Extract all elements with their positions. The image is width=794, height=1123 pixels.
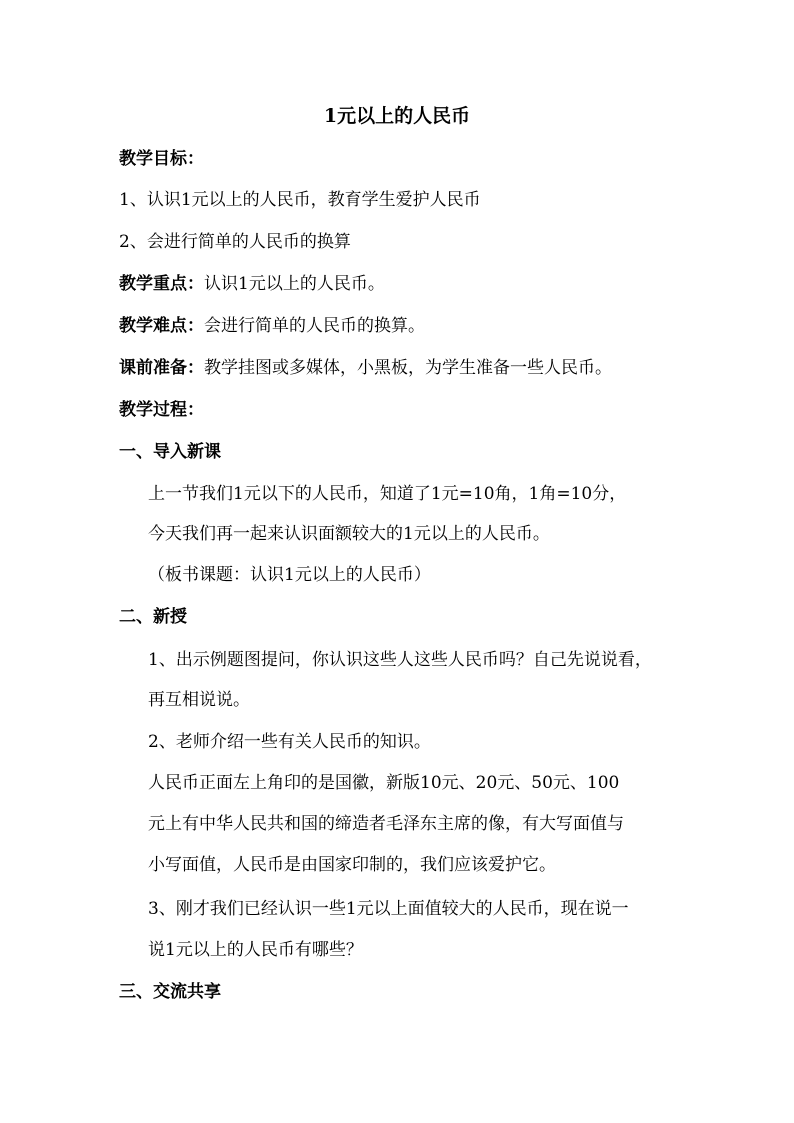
paragraph-line: （板书课题：认识1元以上的人民币） bbox=[148, 565, 431, 585]
difficulty bbox=[119, 314, 794, 338]
section2-heading: 二、新授 bbox=[119, 607, 187, 627]
document-title: 1元以上的人民币 bbox=[323, 105, 471, 127]
objective-item: 1、认识1元以上的人民币，教育学生爱护人民币 bbox=[119, 190, 481, 210]
paragraph-line: 今天我们再一起来认识面额较大的1元以上的人民币。 bbox=[148, 524, 550, 544]
key-point-label: 教学重点： bbox=[119, 274, 204, 294]
preparation bbox=[119, 356, 794, 380]
difficulty-text: 会进行简单的人民币的换算。 bbox=[204, 316, 425, 336]
paragraph-line: 1、出示例题图提问，你认识这些人这些人民币吗？自己先说说看， bbox=[148, 650, 652, 670]
paragraph-line: 再互相说说。 bbox=[148, 690, 250, 710]
preparation-text: 教学挂图或多媒体，小黑板，为学生准备一些人民币。 bbox=[204, 358, 612, 378]
key-point-text: 认识1元以上的人民币。 bbox=[204, 274, 385, 294]
paragraph-line: 3、刚才我们已经认识一些1元以上面值较大的人民币，现在说一 bbox=[148, 899, 629, 919]
section3-heading: 三、交流共享 bbox=[119, 982, 221, 1002]
process-heading: 教学过程： bbox=[119, 400, 204, 420]
objectives-heading: 教学目标： bbox=[119, 149, 204, 169]
paragraph-line: 说1元以上的人民币有哪些？ bbox=[148, 940, 363, 960]
objective-item: 2、会进行简单的人民币的换算 bbox=[119, 232, 351, 252]
difficulty-label: 教学难点： bbox=[119, 316, 204, 336]
paragraph-line: 小写面值，人民币是由国家印制的，我们应该爱护它。 bbox=[148, 855, 556, 875]
paragraph-line: 元上有中华人民共和国的缔造者毛泽东主席的像，有大写面值与 bbox=[148, 814, 624, 834]
section1-heading: 一、导入新课 bbox=[119, 442, 221, 462]
paragraph-line: 2、老师介绍一些有关人民币的知识。 bbox=[148, 732, 431, 752]
paragraph-line: 人民币正面左上角印的是国徽，新版10元、20元、50元、100 bbox=[148, 773, 620, 793]
key-point bbox=[119, 272, 794, 296]
paragraph-line: 上一节我们1元以下的人民币，知道了1元=10角，1角=10分， bbox=[148, 484, 627, 504]
preparation-label: 课前准备： bbox=[119, 358, 204, 378]
